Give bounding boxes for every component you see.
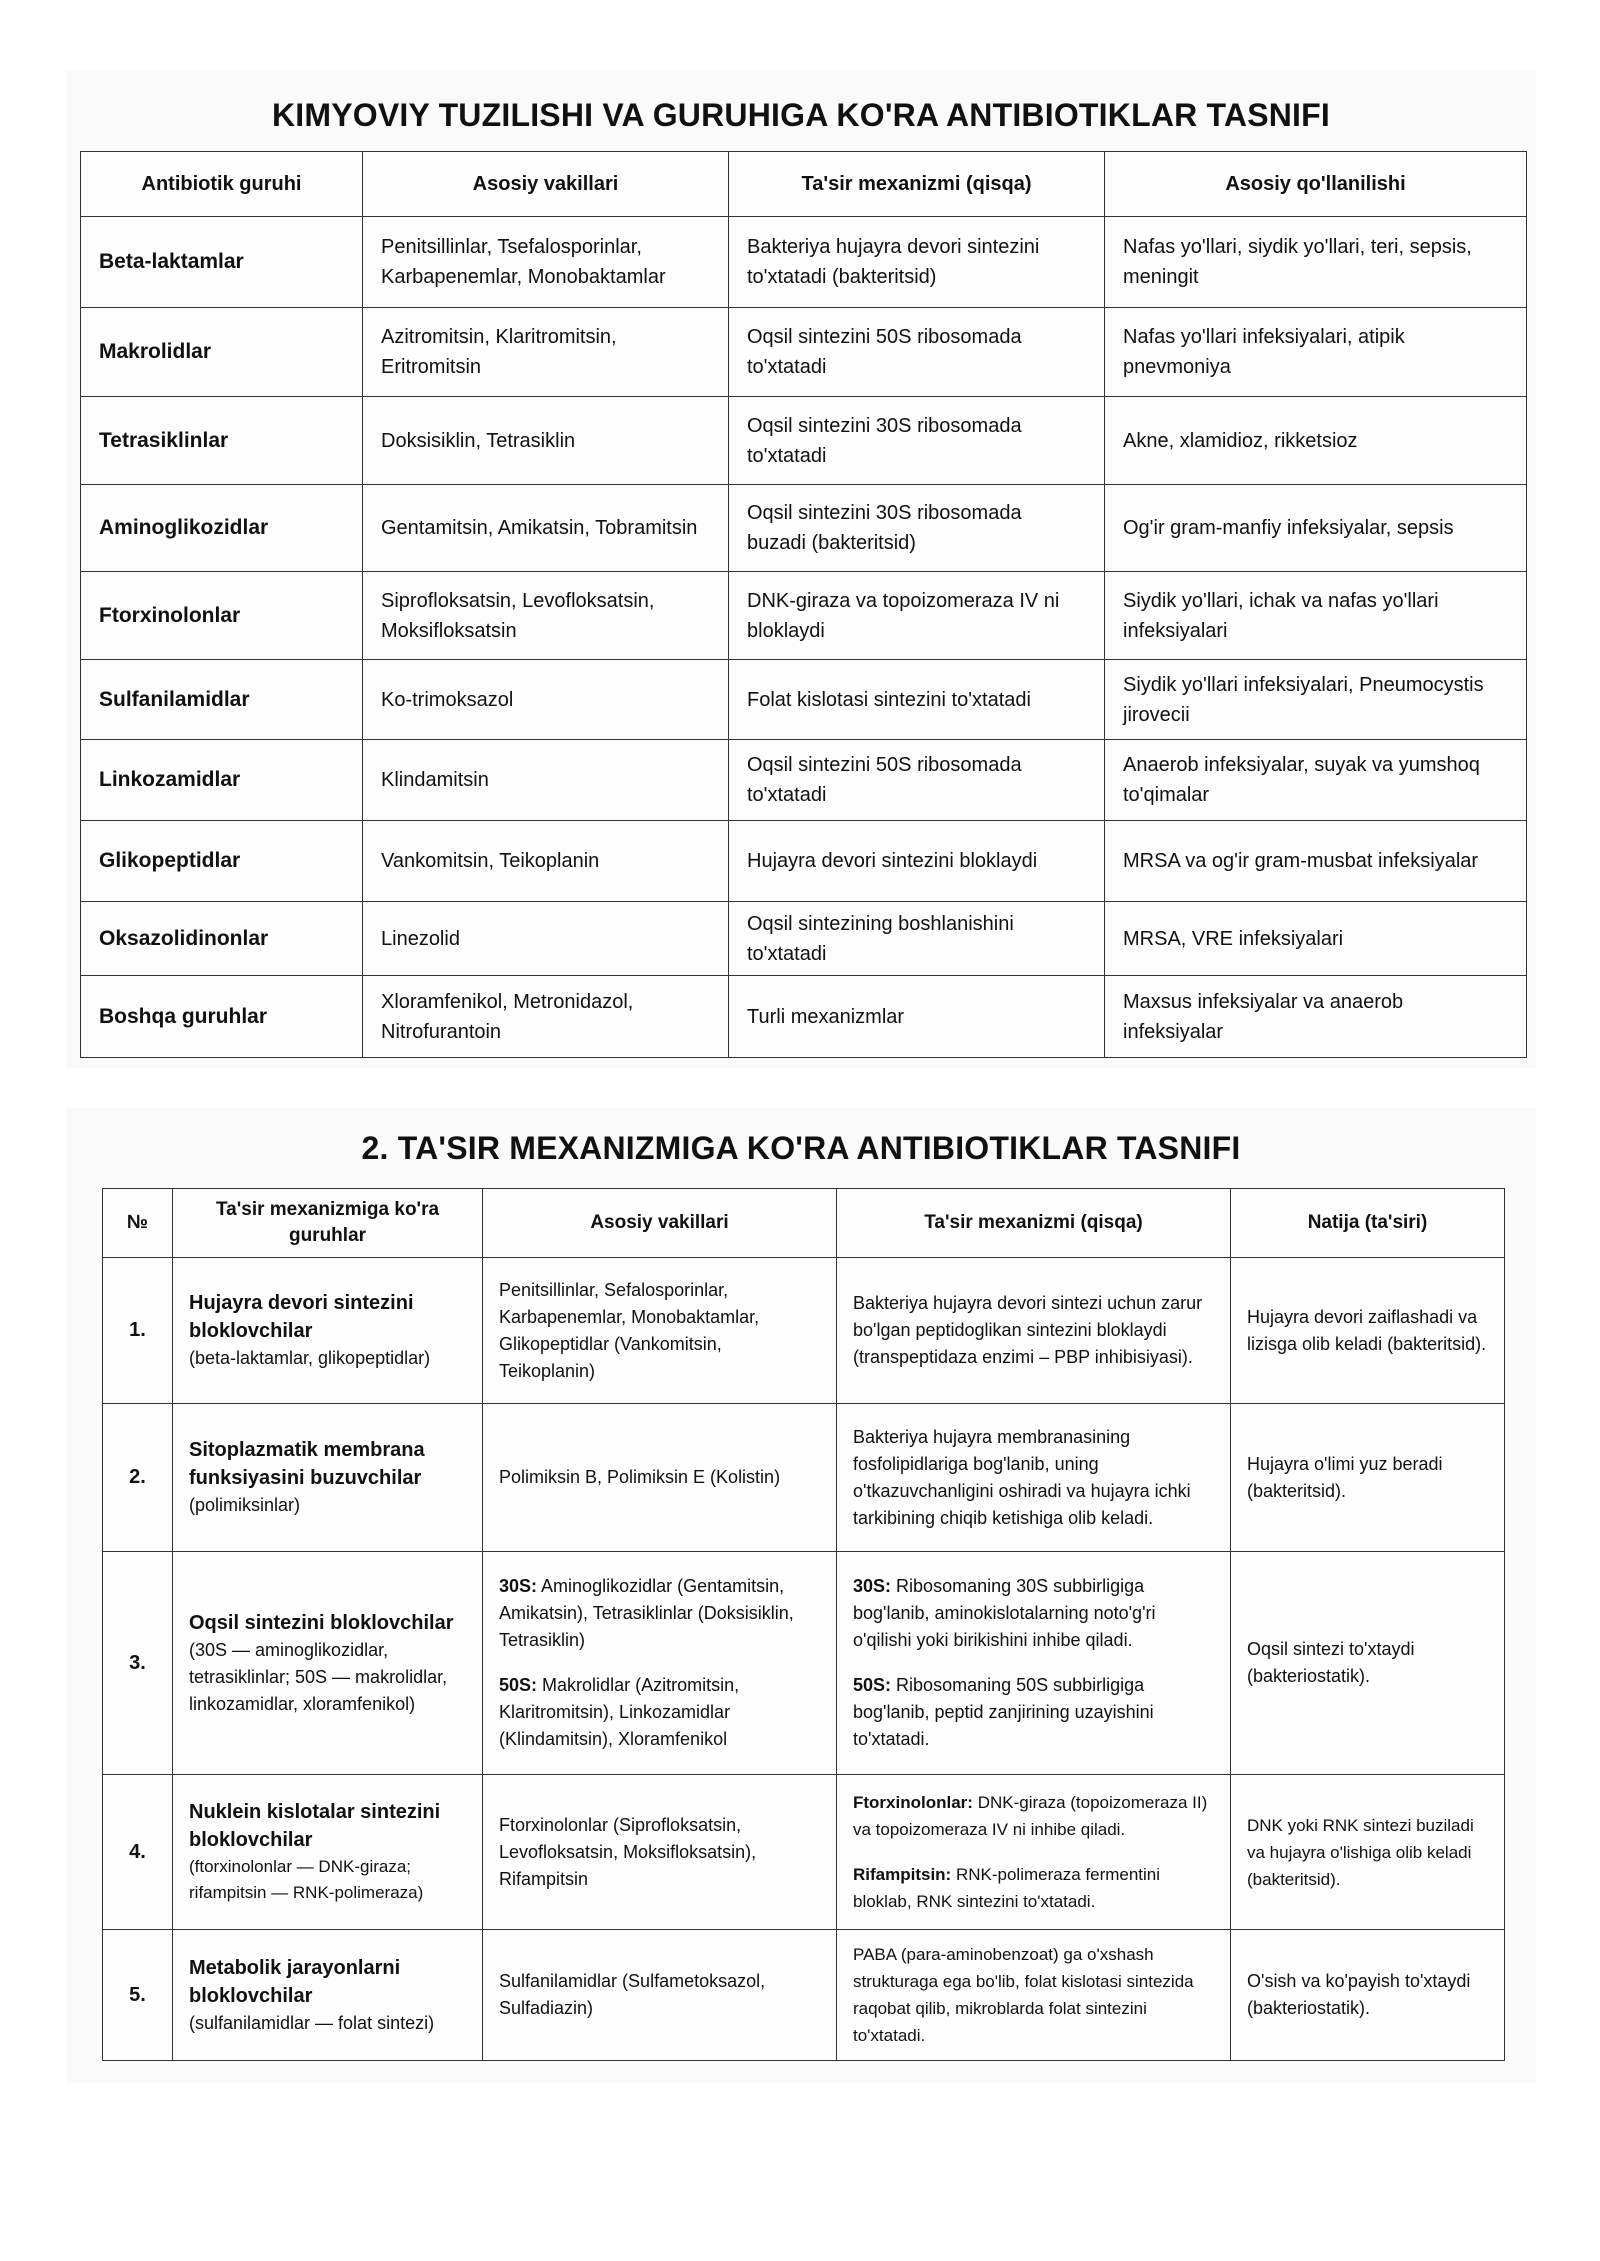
group-cell: Boshqa guruhlar: [81, 976, 363, 1058]
group-cell: [173, 1404, 483, 1552]
row-number: 5.: [103, 1930, 173, 2061]
row-number: 1.: [103, 1258, 173, 1404]
mechanism-ftorxinolonlar-label: Ftorxinolonlar:: [853, 1793, 973, 1812]
table1-panel: [66, 70, 1536, 1068]
mechanism-ftorxinolonlar: [853, 1789, 1214, 1843]
table-row: [81, 976, 1527, 1058]
table-row: [103, 1258, 1505, 1404]
mechanism-50s-label: 50S:: [853, 1675, 892, 1695]
group-cell: [173, 1930, 483, 2061]
table-row: [81, 397, 1527, 485]
use-cell: Akne, xlamidioz, rikketsioz: [1105, 397, 1527, 485]
mechanism-50s: [853, 1672, 1214, 1753]
table1-header-group: Antibiotik guruhi: [81, 152, 363, 217]
use-cell: Siydik yo'llari, ichak va nafas yo'llari infeksiyalari: [1105, 572, 1527, 660]
mechanism-50s-text: Ribosomaning 50S subbirligiga bog'lanib, peptid zanjirining uzayishini to'xtatadi.: [853, 1675, 1154, 1749]
table-row: [81, 485, 1527, 572]
agents-cell: Penitsillinlar, Tsefalosporinlar, Karbapenemlar, Monobaktamlar: [363, 217, 729, 308]
row-number: 3.: [103, 1552, 173, 1775]
agents-cell: Sulfanilamidlar (Sulfametoksazol, Sulfadiazin): [483, 1930, 837, 2061]
table-row: [81, 660, 1527, 740]
table-row: [81, 572, 1527, 660]
mechanism-cell: PABA (para-aminobenzoat) ga o'xshash strukturaga ega bo'lib, folat kislotasi sintezida raqobat qilib, mikroblarda folat sintezini to'xtatadi.: [837, 1930, 1231, 2061]
agents-cell: Ko-trimoksazol: [363, 660, 729, 740]
table2-header-agents: Asosiy vakillari: [483, 1189, 837, 1258]
agents-cell: Azitromitsin, Klaritromitsin, Eritromitsin: [363, 308, 729, 397]
use-cell: Maxsus infeksiyalar va anaerob infeksiyalar: [1105, 976, 1527, 1058]
use-cell: MRSA va og'ir gram-musbat infeksiyalar: [1105, 821, 1527, 902]
mechanism-cell: Bakteriya hujayra devori sintezi uchun zarur bo'lgan peptidoglikan sintezini bloklaydi (transpeptidaza enzimi – PBP inhibisiyasi).: [837, 1258, 1231, 1404]
agents-cell: Linezolid: [363, 902, 729, 976]
mechanism-rifampitsin-label: Rifampitsin:: [853, 1865, 952, 1884]
mechanism-cell: DNK-giraza va topoizomeraza IV ni bloklaydi: [729, 572, 1105, 660]
table-row: [103, 1775, 1505, 1930]
mechanism-rifampitsin: [853, 1861, 1214, 1915]
table2: [102, 1188, 1505, 2061]
result-cell: Oqsil sintezi to'xtaydi (bakteriostatik).: [1231, 1552, 1505, 1775]
group-cell: Tetrasiklinlar: [81, 397, 363, 485]
group-cell: Ftorxinolonlar: [81, 572, 363, 660]
mechanism-rifampitsin-text: RNK-polimeraza fermentini bloklab, RNK sintezini to'xtatadi.: [853, 1865, 1161, 1911]
agents-50s-text: Makrolidlar (Azitromitsin, Klaritromitsin), Linkozamidlar (Klindamitsin), Xloramfenikol: [499, 1675, 740, 1749]
group-title: Sitoplazmatik membrana funksiyasini buzuvchilar: [189, 1439, 425, 1489]
group-cell: [173, 1552, 483, 1775]
result-cell: O'sish va ko'payish to'xtaydi (bakteriostatik).: [1231, 1930, 1505, 2061]
table1: [80, 151, 1527, 1058]
table-row: [81, 821, 1527, 902]
group-title: Metabolik jarayonlarni bloklovchilar: [189, 1956, 401, 2007]
agents-cell: Xloramfenikol, Metronidazol, Nitrofurantoin: [363, 976, 729, 1058]
mechanism-30s: [853, 1573, 1214, 1654]
group-cell: Aminoglikozidlar: [81, 485, 363, 572]
use-cell: Nafas yo'llari infeksiyalari, atipik pnevmoniya: [1105, 308, 1527, 397]
group-cell: [173, 1258, 483, 1404]
agents-cell: Klindamitsin: [363, 740, 729, 821]
group-subtitle: (sulfanilamidlar — folat sintezi): [189, 2012, 435, 2033]
agents-30s-text: Aminoglikozidlar (Gentamitsin, Amikatsin), Tetrasiklinlar (Doksisiklin, Tetrasiklin): [499, 1576, 794, 1650]
agents-cell: Doksisiklin, Tetrasiklin: [363, 397, 729, 485]
agents-cell: Siprofloksatsin, Levofloksatsin, Moksifloksatsin: [363, 572, 729, 660]
use-cell: Og'ir gram-manfiy infeksiyalar, sepsis: [1105, 485, 1527, 572]
table2-header-group: Ta'sir mexanizmiga ko'ra guruhlar: [173, 1189, 483, 1258]
mechanism-cell: Oqsil sintezini 30S ribosomada buzadi (bakteritsid): [729, 485, 1105, 572]
use-cell: Siydik yo'llari infeksiyalari, Pneumocystis jirovecii: [1105, 660, 1527, 740]
table1-header-mechanism: Ta'sir mexanizmi (qisqa): [729, 152, 1105, 217]
result-cell: Hujayra o'limi yuz beradi (bakteritsid).: [1231, 1404, 1505, 1552]
group-cell: Oksazolidinonlar: [81, 902, 363, 976]
agents-30s: [499, 1573, 820, 1654]
mechanism-cell: Oqsil sintezining boshlanishini to'xtatadi: [729, 902, 1105, 976]
result-cell: Hujayra devori zaiflashadi va lizisga olib keladi (bakteritsid).: [1231, 1258, 1505, 1404]
table-row: [103, 1930, 1505, 2061]
mechanism-cell: Oqsil sintezini 50S ribosomada to'xtatadi: [729, 740, 1105, 821]
table1-header-use: Asosiy qo'llanilishi: [1105, 152, 1527, 217]
group-cell: Makrolidlar: [81, 308, 363, 397]
group-cell: Glikopeptidlar: [81, 821, 363, 902]
use-cell: Anaerob infeksiyalar, suyak va yumshoq to'qimalar: [1105, 740, 1527, 821]
table-row: [81, 308, 1527, 397]
mechanism-cell: Oqsil sintezini 30S ribosomada to'xtatadi: [729, 397, 1105, 485]
group-subtitle: (ftorxinolonlar — DNK-giraza; rifampitsin — RNK-polimeraza): [189, 1857, 424, 1902]
group-cell: Linkozamidlar: [81, 740, 363, 821]
table2-header-mechanism: Ta'sir mexanizmi (qisqa): [837, 1189, 1231, 1258]
agents-cell: Gentamitsin, Amikatsin, Tobramitsin: [363, 485, 729, 572]
mechanism-cell: Bakteriya hujayra membranasining fosfolipidlariga bog'lanib, uning o'tkazuvchanligini oshiradi va hujayra ichki tarkibining chiqib ketishiga olib keladi.: [837, 1404, 1231, 1552]
group-cell: Beta-laktamlar: [81, 217, 363, 308]
table-row: [81, 902, 1527, 976]
agents-cell: Polimiksin B, Polimiksin E (Kolistin): [483, 1404, 837, 1552]
table-row: [81, 217, 1527, 308]
table1-header-agents: Asosiy vakillari: [363, 152, 729, 217]
mechanism-cell: Turli mexanizmlar: [729, 976, 1105, 1058]
group-cell: [173, 1775, 483, 1930]
group-title: Oqsil sintezini bloklovchilar: [189, 1611, 454, 1634]
mechanism-30s-text: Ribosomaning 30S subbirligiga bog'lanib, aminokislotalarning noto'g'ri o'qilishi yoki birikishini inhibe qiladi.: [853, 1576, 1156, 1650]
group-subtitle: (beta-laktamlar, glikopeptidlar): [189, 1348, 431, 1368]
row-number: 4.: [103, 1775, 173, 1930]
agents-30s-label: 30S:: [499, 1576, 538, 1596]
table2-header-number: №: [103, 1189, 173, 1258]
table1-title: KIMYOVIY TUZILISHI VA GURUHIGA KO'RA ANTIBIOTIKLAR TASNIFI: [271, 97, 1330, 133]
group-subtitle: (30S — aminoglikozidlar, tetrasiklinlar; 50S — makrolidlar, linkozamidlar, xloramfenikol): [189, 1639, 448, 1714]
table1-header-row: [81, 152, 1527, 217]
use-cell: Nafas yo'llari, siydik yo'llari, teri, sepsis, meningit: [1105, 217, 1527, 308]
group-title: Nuklein kislotalar sintezini bloklovchilar: [189, 1801, 441, 1851]
table-row: [103, 1404, 1505, 1552]
mechanism-cell: Folat kislotasi sintezini to'xtatadi: [729, 660, 1105, 740]
table-row: [103, 1552, 1505, 1775]
agents-cell: [483, 1552, 837, 1775]
agents-50s-label: 50S:: [499, 1675, 538, 1695]
table2-panel: [66, 1108, 1536, 2083]
mechanism-30s-label: 30S:: [853, 1576, 892, 1596]
group-cell: Sulfanilamidlar: [81, 660, 363, 740]
mechanism-cell: Bakteriya hujayra devori sintezini to'xtatadi (bakteritsid): [729, 217, 1105, 308]
agents-cell: Ftorxinolonlar (Siprofloksatsin, Levofloksatsin, Moksifloksatsin), Rifampitsin: [483, 1775, 837, 1930]
group-title: Hujayra devori sintezini bloklovchilar: [189, 1292, 414, 1342]
mechanism-cell: Oqsil sintezini 50S ribosomada to'xtatadi: [729, 308, 1105, 397]
table2-header-result: Natija (ta'siri): [1231, 1189, 1505, 1258]
agents-cell: Vankomitsin, Teikoplanin: [363, 821, 729, 902]
table2-title: 2. TA'SIR MEXANIZMIGA KO'RA ANTIBIOTIKLAR TASNIFI: [361, 1130, 1241, 1166]
mechanism-cell: Hujayra devori sintezini bloklaydi: [729, 821, 1105, 902]
row-number: 2.: [103, 1404, 173, 1552]
table2-header-row: [103, 1189, 1505, 1258]
agents-50s: [499, 1672, 820, 1753]
result-cell: DNK yoki RNK sintezi buziladi va hujayra o'lishiga olib keladi (bakteritsid).: [1231, 1775, 1505, 1930]
agents-cell: Penitsillinlar, Sefalosporinlar, Karbapenemlar, Monobaktamlar, Glikopeptidlar (Vankomitsin, Teikoplanin): [483, 1258, 837, 1404]
mechanism-cell: [837, 1775, 1231, 1930]
group-subtitle: (polimiksinlar): [189, 1495, 301, 1515]
table-row: [81, 740, 1527, 821]
mechanism-ftorxinolonlar-text: DNK-giraza (topoizomeraza II) va topoizomeraza IV ni inhibe qiladi.: [853, 1793, 1208, 1839]
use-cell: MRSA, VRE infeksiyalari: [1105, 902, 1527, 976]
mechanism-cell: [837, 1552, 1231, 1775]
